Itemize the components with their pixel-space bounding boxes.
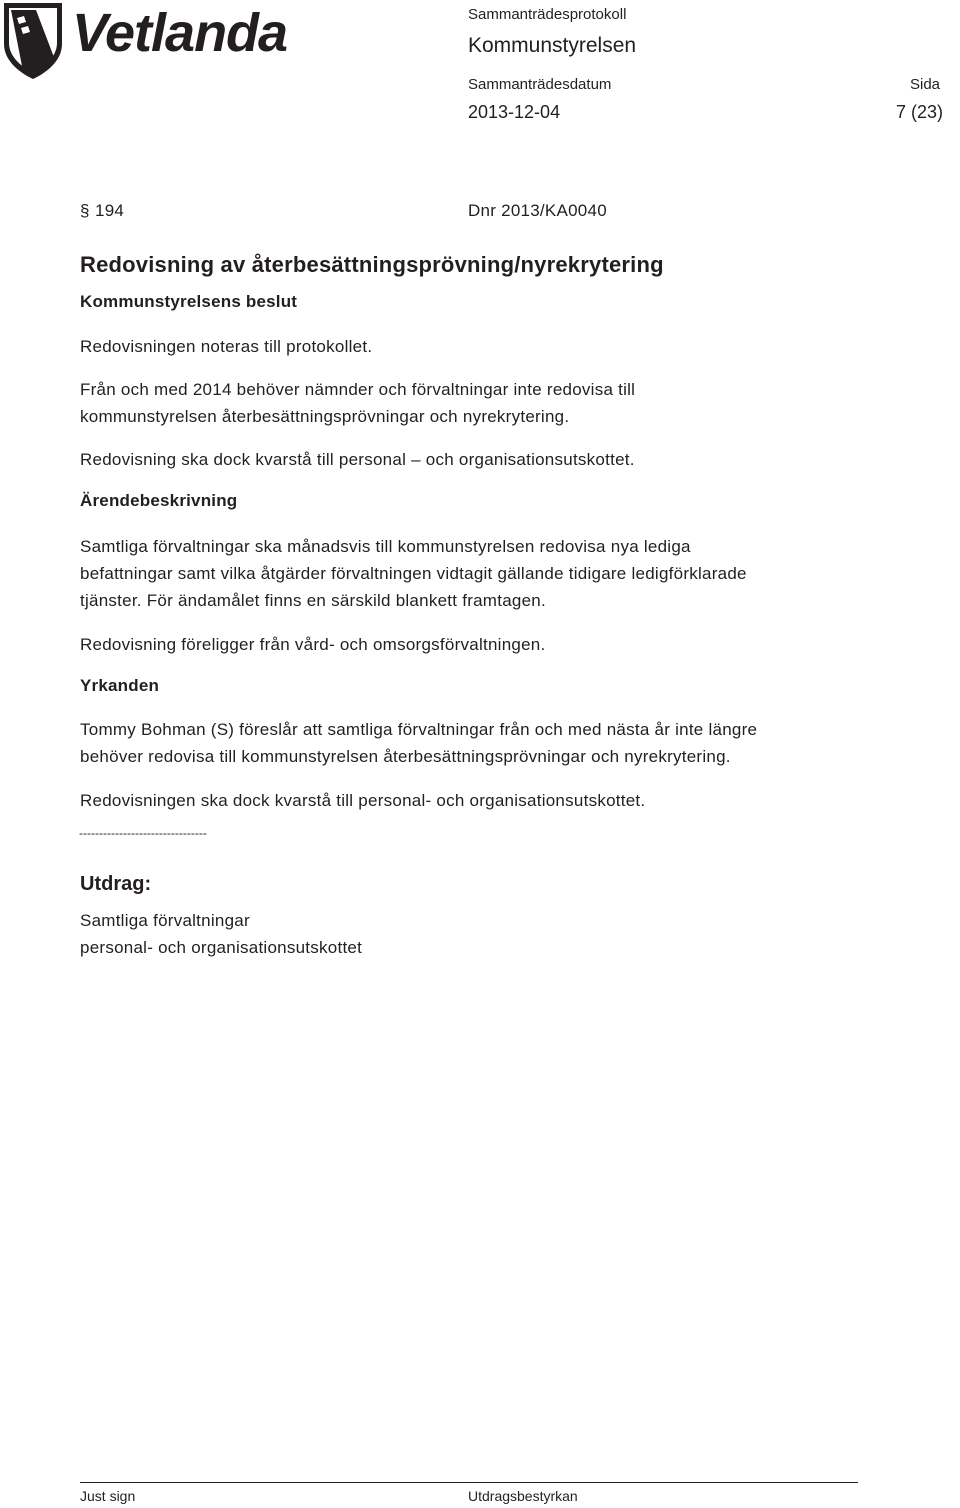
date-label: Sammanträdesdatum	[468, 76, 612, 93]
arende-p1-line1: Samtliga förvaltningar ska månadsvis till kommunstyrelsen redovisa nya lediga	[80, 537, 691, 556]
logo-wordmark: Vetlanda	[72, 3, 288, 63]
dashed-separator: --------------------------------	[79, 826, 207, 840]
arende-p2: Redovisning föreligger från vård- och omsorgsförvaltningen.	[80, 635, 546, 654]
meeting-date: 2013-12-04	[468, 102, 561, 122]
case-number: 194	[95, 201, 125, 220]
beslut-p2-line2: kommunstyrelsen återbesättningsprövningar och nyrekrytering.	[80, 407, 570, 426]
utdrag-heading: Utdrag:	[80, 873, 152, 895]
yrkanden-p2: Redovisningen ska dock kvarstå till personal- och organisationsutskottet.	[80, 791, 646, 810]
doc-type: Sammanträdesprotokoll	[468, 6, 627, 23]
yrkanden-p1-line1: Tommy Bohman (S) föreslår att samtliga förvaltningar från och med nästa år inte längre	[80, 720, 758, 739]
just-sign-label: Just sign	[80, 1488, 136, 1504]
yrkanden-p1-line2: behöver redovisa till kommunstyrelsen återbesättningsprövningar och nyrekrytering.	[80, 747, 731, 766]
arende-p1-line2: befattningar samt vilka åtgärder förvaltningen vidtagit gällande tidigare ledigförklarade	[80, 564, 747, 583]
beslut-p3: Redovisning ska dock kvarstå till personal – och organisationsutskottet.	[80, 450, 635, 469]
case-title: Redovisning av återbesättningsprövning/nyrekrytering	[80, 252, 664, 277]
page-number: 7 (23)	[896, 102, 944, 122]
footer-rule	[80, 1482, 858, 1483]
yrkanden-heading: Yrkanden	[80, 676, 160, 695]
paragraph-symbol: §	[80, 201, 90, 220]
page-label: Sida	[910, 76, 941, 93]
utdrag-item: Samtliga förvaltningar	[80, 911, 250, 930]
utdragsbestyrkan-label: Utdragsbestyrkan	[468, 1488, 578, 1504]
beslut-p1: Redovisningen noteras till protokollet.	[80, 337, 373, 356]
body-name: Kommunstyrelsen	[468, 34, 637, 57]
arende-heading: Ärendebeskrivning	[80, 491, 238, 510]
vetlanda-logo	[0, 0, 300, 80]
beslut-heading: Kommunstyrelsens beslut	[80, 292, 298, 311]
utdrag-item: personal- och organisationsutskottet	[80, 938, 363, 957]
diary-number: Dnr 2013/KA0040	[468, 201, 607, 220]
beslut-p2-line1: Från och med 2014 behöver nämnder och förvaltningar inte redovisa till	[80, 380, 636, 399]
arende-p1-line3: tjänster. För ändamålet finns en särskild blankett framtagen.	[80, 591, 546, 610]
